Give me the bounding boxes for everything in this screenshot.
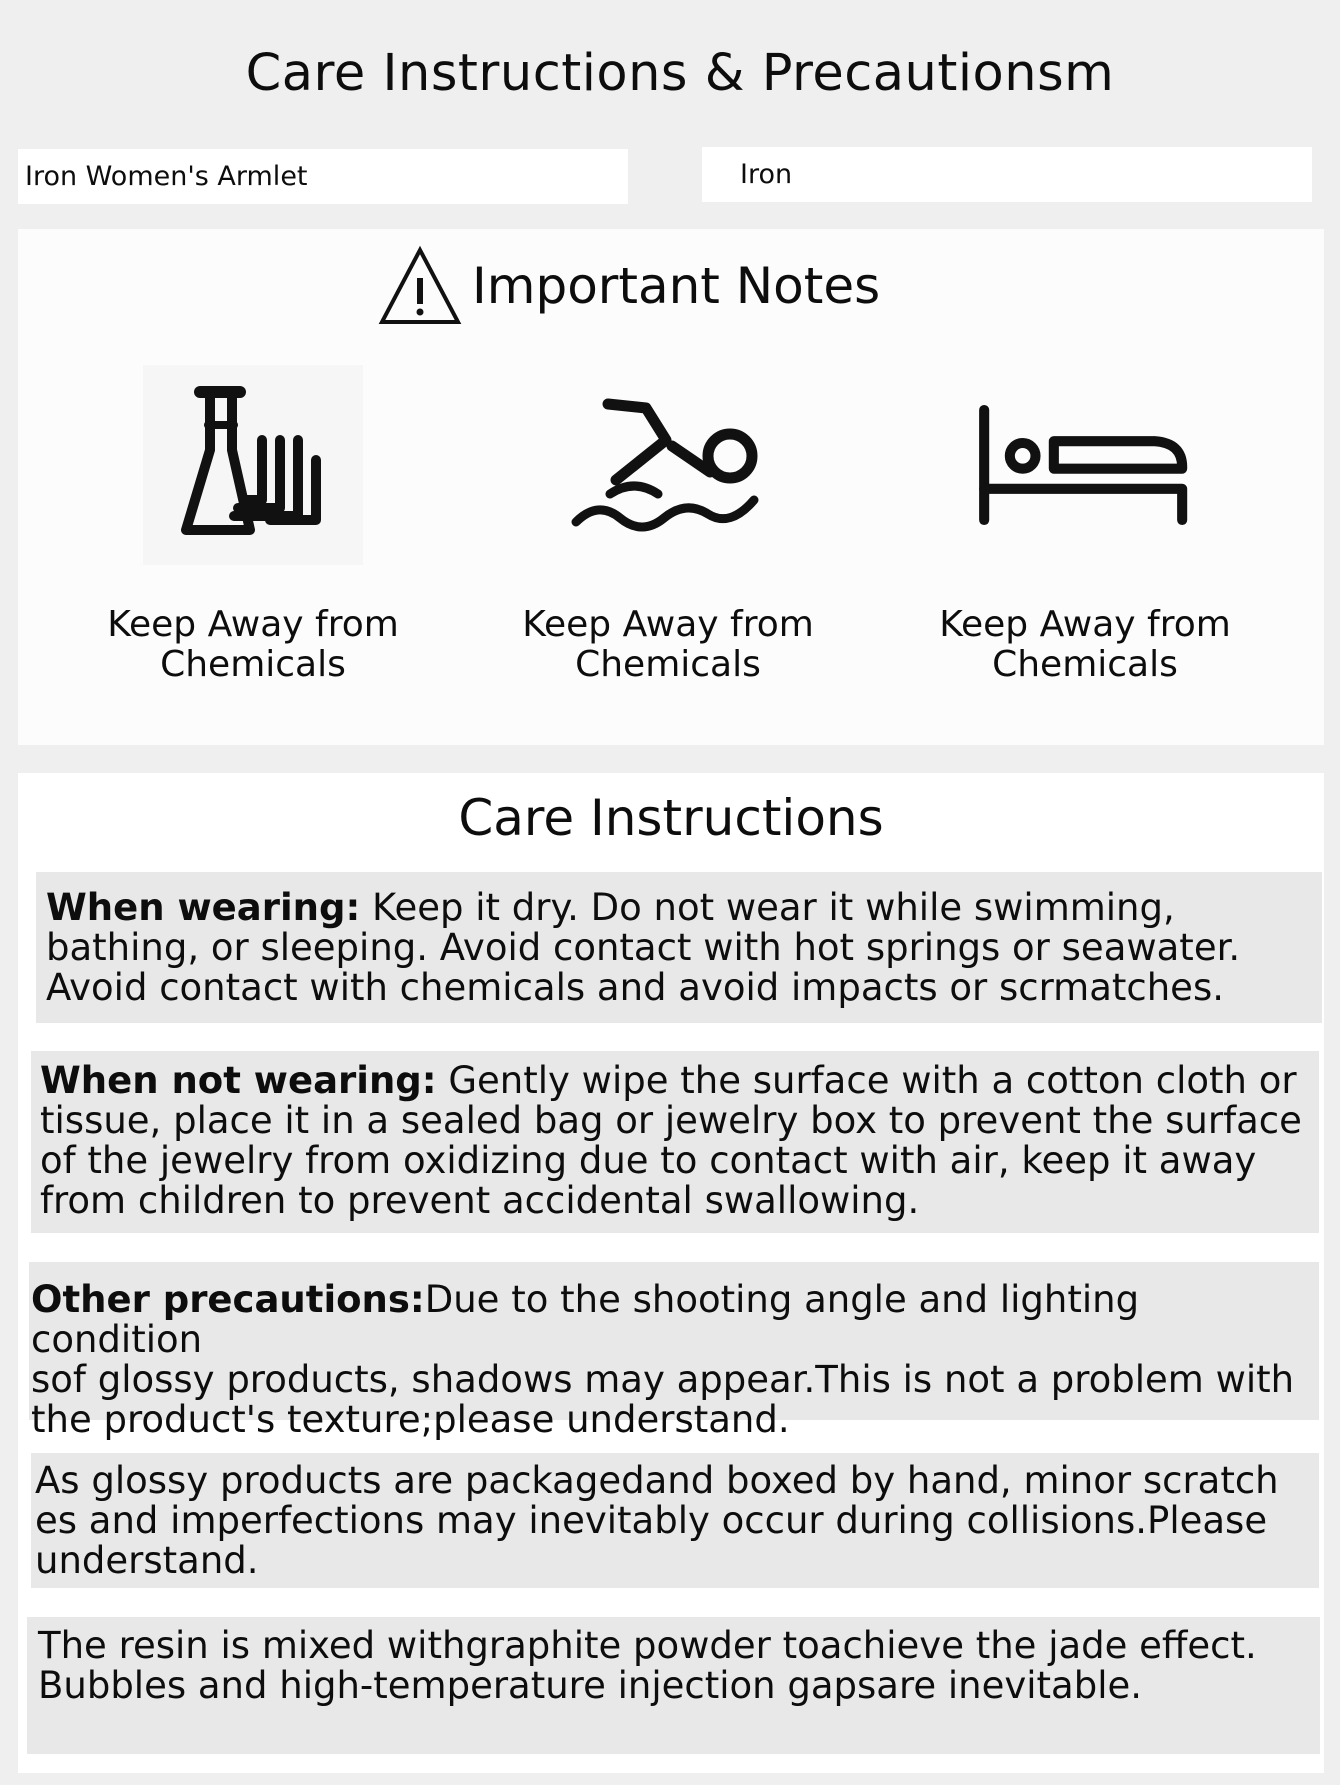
block-text: The resin is mixed withgraphite powder toachieve the jade effect. Bubbles and high-temperature injection gapsare inevitable. <box>38 1624 1257 1707</box>
note-item <box>890 365 1280 685</box>
material-field: Iron <box>702 147 1312 202</box>
block-text: Gently wipe the surface with a cotton cloth or tissue, place it in a sealed bag or jewelry box to prevent the surface of the jewelry from oxidizing due to contact with air, keep it away from children to prevent accidental swallowing. <box>40 1059 1302 1222</box>
care-instructions-panel <box>18 773 1324 1773</box>
block-text: As glossy products are packagedand boxed by hand, minor scratch es and imperfections may inevitably occur during collisions.Please understand. <box>35 1459 1279 1582</box>
block-text: Due to the shooting angle and lighting condition sof glossy products, shadows may appear.This is not a problem with the product's texture;please understand. <box>31 1278 1295 1441</box>
other-precautions-block <box>29 1262 1319 1441</box>
note-caption: Keep Away from Chemicals <box>939 604 1231 685</box>
when-wearing-block <box>36 872 1322 1023</box>
note-item <box>473 365 863 685</box>
note-caption: Keep Away from Chemicals <box>522 604 814 685</box>
block-label: When wearing: <box>46 886 361 929</box>
important-notes-panel <box>18 229 1324 745</box>
block-label: Other precautions: <box>31 1278 425 1321</box>
when-not-wearing-block <box>31 1051 1319 1233</box>
packaging-note-block <box>31 1453 1319 1588</box>
page-title: Care Instructions & Precautionsm <box>245 44 1115 103</box>
note-caption: Keep Away from Chemicals <box>107 604 399 685</box>
block-label: When not wearing: <box>40 1059 437 1102</box>
care-instructions-title: Care Instructions <box>458 789 884 847</box>
note-item <box>58 365 448 685</box>
chemistry-flask-icon <box>143 365 363 565</box>
resin-note-block <box>27 1617 1320 1754</box>
bed-icon <box>975 365 1195 565</box>
warning-triangle-icon <box>378 244 462 328</box>
block-text: Keep it dry. Do not wear it while swimming, bathing, or sleeping. Avoid contact with hot springs or seawater. Avoid contact with chemicals and avoid impacts or scrmatches. <box>46 886 1241 1009</box>
important-notes-heading <box>378 241 880 331</box>
product-name-field: Iron Women's Armlet <box>18 149 628 204</box>
swimmer-icon <box>558 365 778 565</box>
important-notes-title: Important Notes <box>472 257 881 315</box>
